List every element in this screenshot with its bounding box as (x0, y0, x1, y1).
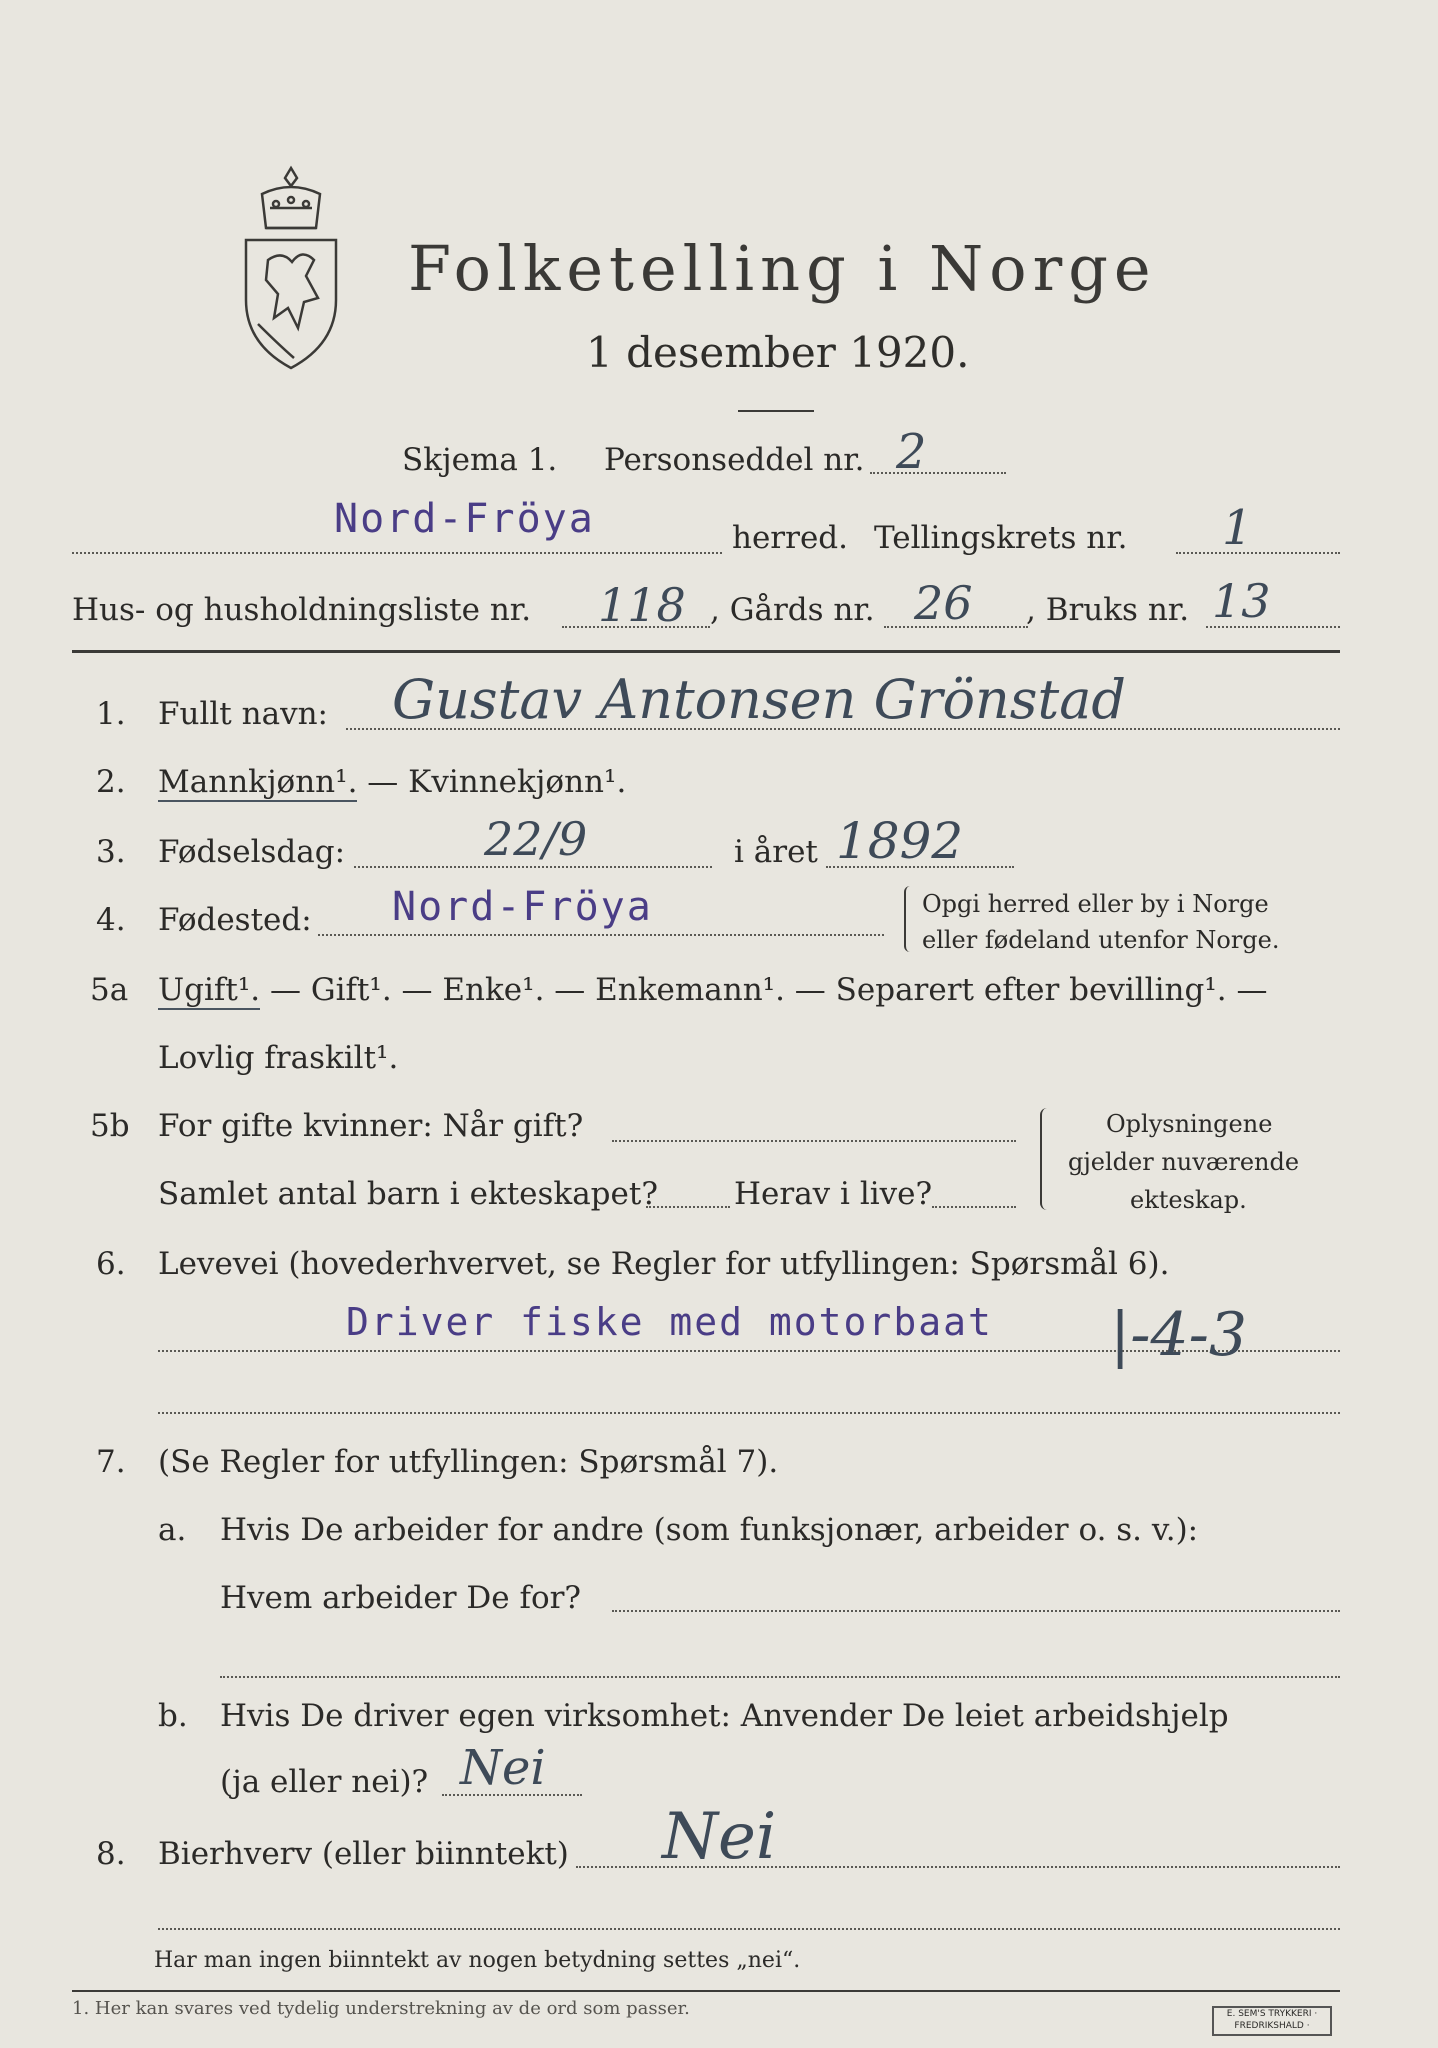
q7a-employer-line-2 (220, 1676, 1340, 1678)
herred-value[interactable]: Nord-Fröya (334, 496, 595, 542)
q4-note-1: Opgi herred eller by i Norge (922, 890, 1269, 918)
q5b-number: 5b (90, 1108, 130, 1144)
header-rule (72, 650, 1340, 653)
husliste-value[interactable]: 118 (598, 578, 686, 632)
q5a-number: 5a (90, 972, 129, 1008)
q2-options (158, 764, 626, 800)
q7-label: (Se Regler for utfyllingen: Spørsmål 7). (158, 1444, 779, 1480)
occupation-code: |-4-3 (1110, 1300, 1248, 1370)
herred-label: herred. (732, 520, 848, 556)
q5b-alive-line (932, 1206, 1016, 1208)
gards-value[interactable]: 26 (914, 576, 973, 630)
q7a-employer-label: Hvem arbeider De for? (220, 1580, 582, 1616)
q8-line-2 (158, 1928, 1340, 1930)
marital-option-fraskilt[interactable]: Lovlig fraskilt¹. (158, 1040, 399, 1076)
q5b-note-1: Oplysningene (1106, 1110, 1273, 1138)
q4-note-2: eller fødeland utenfor Norge. (922, 926, 1280, 954)
q7b-label: (ja eller nei)? (220, 1764, 429, 1800)
q3-birthdate-line (354, 866, 712, 868)
gender-separator: — (357, 764, 409, 800)
q1-number: 1. (96, 696, 126, 732)
footnote: 1. Her kan svares ved tydelig understrekning av de ord som passer. (72, 1998, 690, 2019)
husliste-label: Hus- og husholdningsliste nr. (72, 592, 532, 628)
birth-year-value[interactable]: 1892 (836, 812, 964, 870)
birthplace-value[interactable]: Nord-Fröya (392, 884, 653, 930)
q3-year-label: i året (734, 834, 818, 870)
tellingskrets-line (1176, 552, 1340, 554)
herred-line (72, 552, 722, 554)
census-date: 1 desember 1920. (586, 328, 970, 377)
q5a-options (158, 972, 1267, 1008)
bruks-value[interactable]: 13 (1212, 574, 1271, 628)
q8-label: Bierhverv (eller biinntekt) (158, 1836, 569, 1872)
footer-rule (72, 1990, 1340, 1992)
q2-number: 2. (96, 764, 126, 800)
skjema-label: Skjema 1. (402, 442, 558, 478)
q5b-children-label: Samlet antal barn i ekteskapet? (158, 1176, 658, 1212)
q4-label: Fødested: (158, 902, 312, 938)
q3-label: Fødselsdag: (158, 834, 346, 870)
marital-options-rest: — Gift¹. — Enke¹. — Enkemann¹. — Separert efter bevilling¹. — (260, 972, 1268, 1008)
q3-number: 3. (96, 834, 126, 870)
q5b-married-line (612, 1140, 1016, 1142)
q7a-number: a. (158, 1512, 187, 1548)
q4-line (318, 934, 884, 936)
q7-number: 7. (96, 1444, 126, 1480)
q1-label: Fullt navn: (158, 696, 328, 732)
full-name-value[interactable]: Gustav Antonsen Grönstad (392, 668, 1126, 731)
q6-label: Levevei (hovederhvervet, se Regler for utfyllingen: Spørsmål 6). (158, 1246, 1170, 1282)
q4-number: 4. (96, 902, 126, 938)
form-title: Folketelling i Norge (408, 232, 1157, 305)
personseddel-value[interactable]: 2 (896, 424, 927, 480)
birthdate-value[interactable]: 22/9 (484, 812, 588, 866)
gender-option-mann[interactable]: Mannkjønn¹. (158, 764, 358, 800)
q5b-children-line (646, 1206, 730, 1208)
q7a-line1: Hvis De arbeider for andre (som funksjonær, arbeider o. s. v.): (220, 1512, 1199, 1548)
tellingskrets-value[interactable]: 1 (1222, 500, 1253, 556)
q5b-note-2: gjelder nuværende (1068, 1148, 1300, 1176)
footer-note: Har man ingen biinntekt av nogen betydning settes „nei“. (154, 1948, 801, 1973)
tellingskrets-label: Tellingskrets nr. (874, 520, 1128, 556)
q6-line-2 (158, 1412, 1340, 1414)
occupation-value[interactable]: Driver fiske med motorbaat (346, 1300, 993, 1344)
q4-brace (904, 886, 916, 952)
q6-number: 6. (96, 1246, 126, 1282)
q5b-brace (1040, 1108, 1054, 1210)
gards-label: , Gårds nr. (710, 592, 875, 628)
q8-value[interactable]: Nei (662, 1800, 777, 1874)
q5b-line1: For gifte kvinner: Når gift? (158, 1108, 584, 1144)
coat-of-arms-icon (232, 164, 350, 372)
personseddel-label: Personseddel nr. (604, 442, 865, 478)
q7a-employer-line (612, 1610, 1340, 1612)
q5b-alive-label: Herav i live? (734, 1176, 933, 1212)
q5b-note-3: ekteskap. (1130, 1186, 1247, 1214)
gender-option-kvinne[interactable]: Kvinnekjønn¹. (408, 764, 627, 800)
q7b-line1: Hvis De driver egen virksomhet: Anvender De leiet arbeidshjelp (220, 1698, 1229, 1734)
title-divider (738, 410, 814, 412)
q7b-value[interactable]: Nei (460, 1740, 546, 1796)
marital-option-ugift[interactable]: Ugift¹. (158, 972, 261, 1008)
q8-number: 8. (96, 1836, 126, 1872)
printer-stamp: E. SEM'S TRYKKERI · FREDRIKSHALD · (1212, 2006, 1332, 2036)
bruks-label: , Bruks nr. (1026, 592, 1190, 628)
personseddel-line (870, 472, 1006, 474)
q7b-number: b. (158, 1698, 188, 1734)
